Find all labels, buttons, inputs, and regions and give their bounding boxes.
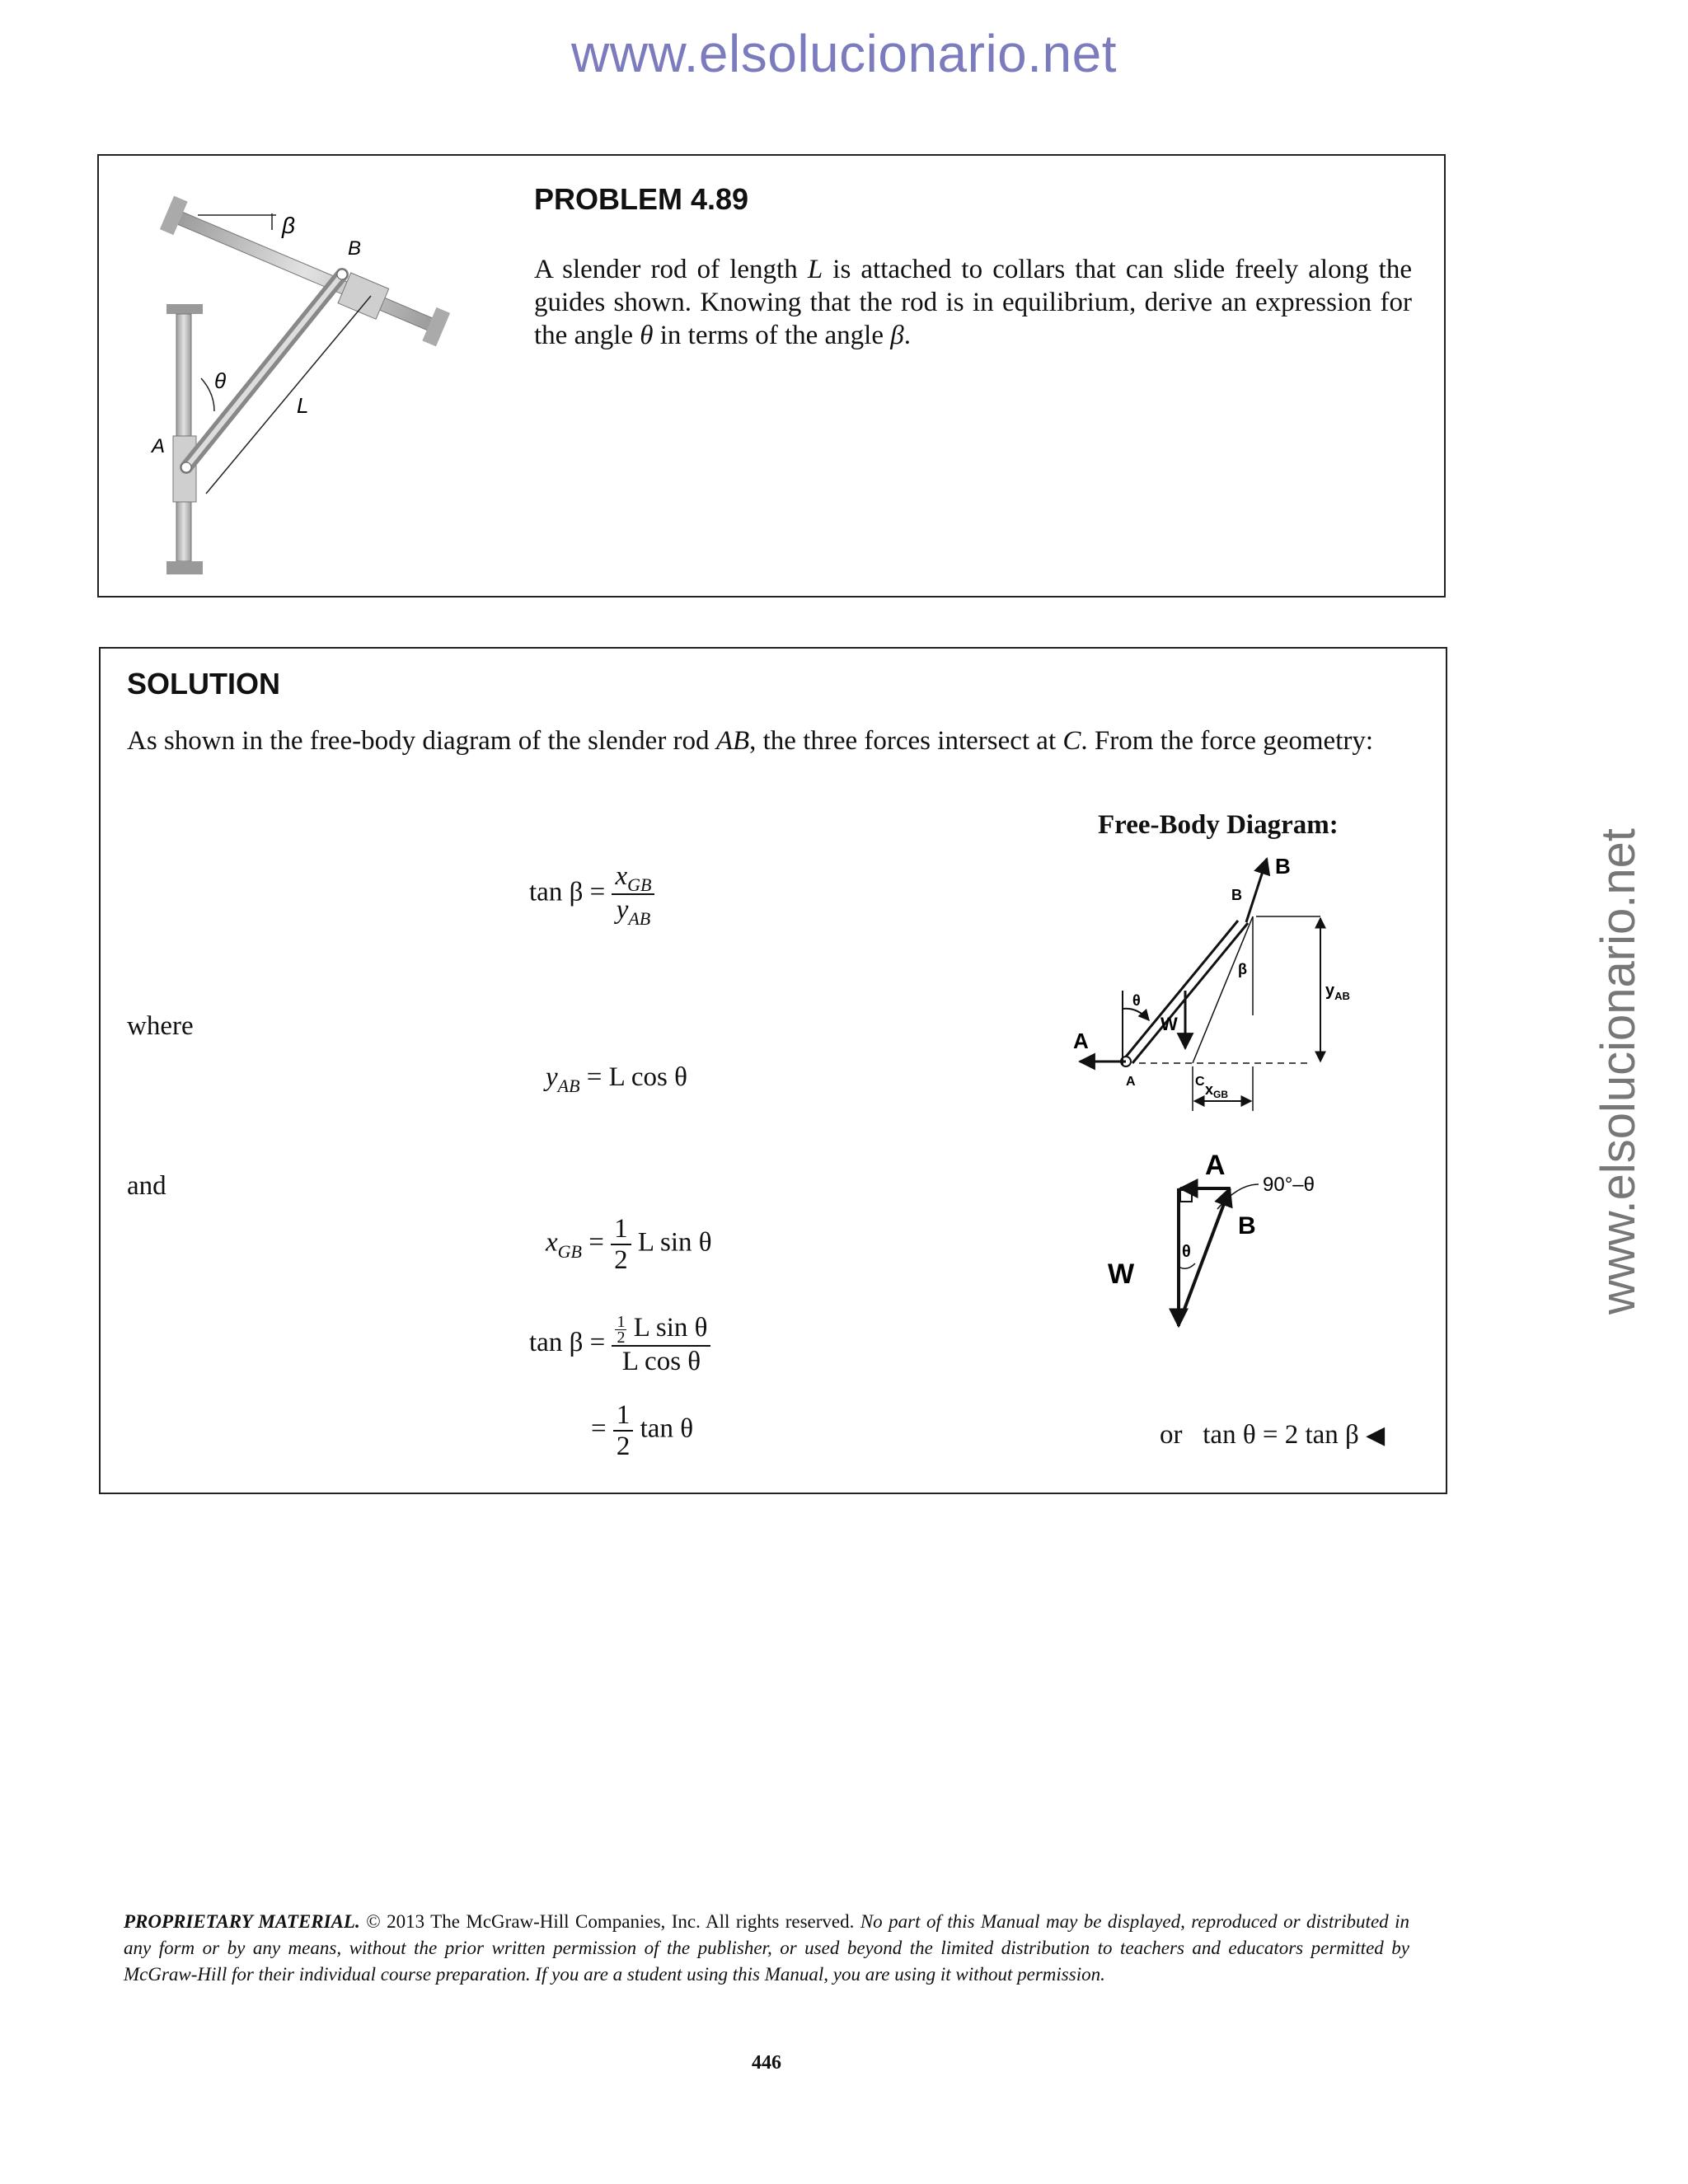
dimension-l <box>206 296 371 494</box>
free-body-diagram <box>1073 851 1419 1114</box>
svg-text:A: A <box>1205 1150 1226 1181</box>
svg-text:W: W <box>1160 1014 1178 1034</box>
fbd-force-b <box>1246 859 1267 922</box>
svg-text:A: A <box>1073 1029 1089 1053</box>
pin-a <box>181 462 191 472</box>
svg-text:C: C <box>1195 1075 1205 1089</box>
answer-marker-icon: ◀ <box>1366 1422 1386 1449</box>
vertical-guide-bottom-mount <box>166 561 203 574</box>
final-answer: or tan θ = 2 tan β ◀ <box>1160 1420 1386 1450</box>
label-beta: β <box>282 213 295 238</box>
pin-b <box>337 269 347 279</box>
equation-x-gb: $x_{GB}$ = $\frac{1}{2}$ L sin θ <box>546 1214 712 1275</box>
svg-text:yAB: $y_{AB}$ <box>1325 982 1350 1002</box>
watermark-side: www.elsolucionario.net <box>1592 828 1645 1315</box>
svg-text:θ: θ <box>1182 1243 1191 1261</box>
solution-intro: As shown in the free-body diagram of the slender rod AB, the three forces intersect at C. From the force geometry: <box>127 726 1374 756</box>
svg-text:A: A <box>1126 1075 1136 1089</box>
where-label: where <box>127 1011 194 1041</box>
problem-text: A slender rod of length L is attached to collars that can slide freely along the guides shown. Knowing that the rod is in equilibrium, derive an expression for the angle θ in terms of the angle β. <box>534 255 1412 350</box>
fbd-rod-edge-2 <box>1132 923 1248 1063</box>
label-b: B <box>348 237 362 260</box>
fbd-title: Free-Body Diagram: <box>1098 810 1339 840</box>
page-number: 446 <box>752 2052 781 2074</box>
svg-text:W: W <box>1108 1258 1135 1290</box>
svg-text:xGB: $x_{GB}$ <box>1205 1081 1229 1100</box>
and-label: and <box>127 1171 166 1201</box>
svg-text:B: B <box>1231 887 1242 903</box>
solution-heading: SOLUTION <box>127 667 280 701</box>
svg-text:90°–θ: 90°–θ <box>1263 1174 1315 1196</box>
problem-box <box>97 154 1446 598</box>
svg-text:B: B <box>1275 854 1291 879</box>
fbd-rod-edge-1 <box>1123 921 1238 1061</box>
watermark-top: www.elsolucionario.net <box>571 24 1117 83</box>
label-a: A <box>152 435 166 457</box>
svg-text:B: B <box>1238 1212 1256 1240</box>
svg-text:β: β <box>1238 961 1247 977</box>
equation-half-tan-theta: = $\frac{1}{2}$ tan θ <box>591 1400 693 1461</box>
copyright-footer: PROPRIETARY MATERIAL. © 2013 The McGraw-Hill Companies, Inc. All rights reserved. No part of this Manual may be displayed, reproduced or distributed in any form or by any means, without the prior written permission of the publisher, or used beyond the limited distribution to teachers and educators permitted by McGraw-Hill for their individual course preparation. If you are a student using this Manual, you are using it without permission. <box>124 1911 1409 1985</box>
solution-box <box>99 647 1447 1494</box>
equation-y-ab: $y_{AB} = L$ cos θ <box>546 1062 687 1096</box>
force-triangle <box>1090 1143 1419 1357</box>
problem-figure <box>132 172 593 584</box>
label-l: L <box>297 393 309 418</box>
equation-tan-beta: tan β = $\frac{x_{GB}}{y_{AB}}$ <box>529 861 654 927</box>
problem-title: PROBLEM 4.89 <box>534 182 749 216</box>
label-theta: θ <box>214 368 227 393</box>
svg-text:θ: θ <box>1132 992 1141 1009</box>
equation-tan-beta-substituted: tan β = $\frac{1}{2}$ L sin θ L cos θ <box>529 1313 710 1376</box>
vertical-guide-top-mount <box>166 304 203 314</box>
